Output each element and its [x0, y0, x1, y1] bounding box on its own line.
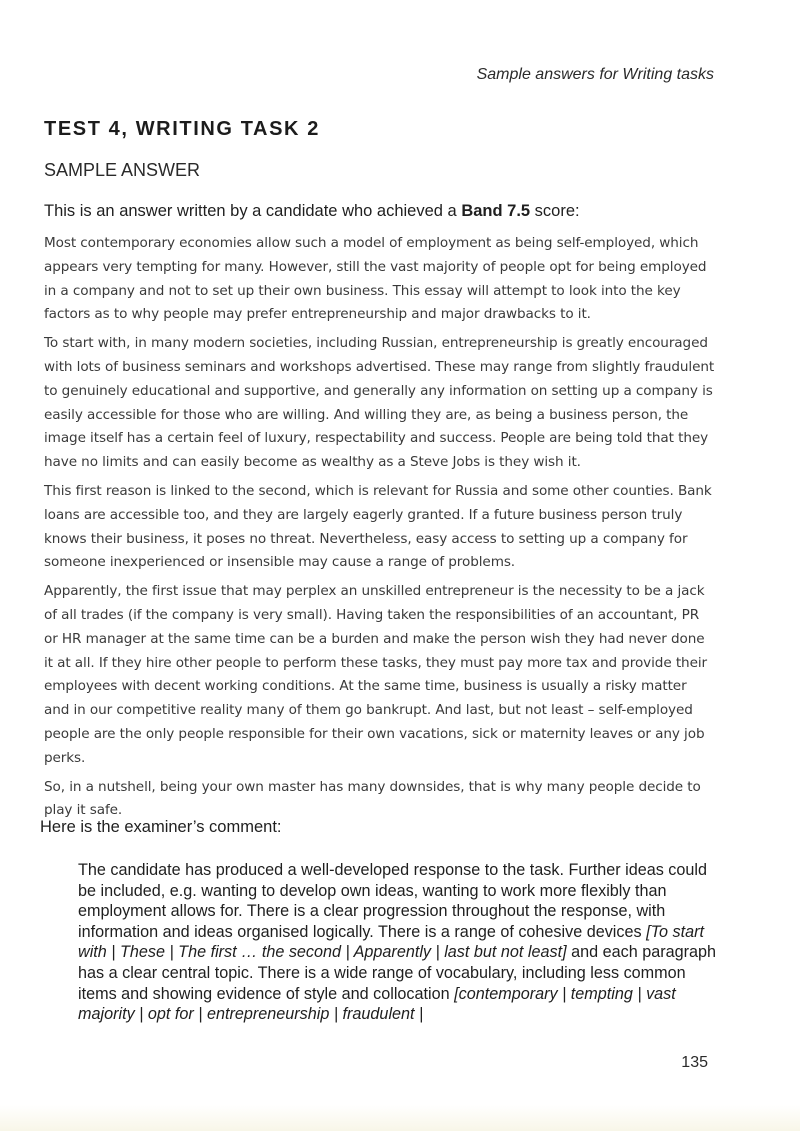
intro-text-after: score:	[530, 202, 580, 220]
running-header: Sample answers for Writing tasks	[476, 66, 714, 83]
handwritten-answer	[44, 232, 716, 828]
examiner-heading: Here is the examiner’s comment:	[40, 818, 282, 836]
answer-paragraph-4: Apparently, the first issue that may perplex an unskilled entrepreneur is the necessity to be a jack of all trades (if the company is very small). Having taken the responsibilities of an accountant, PR or HR manager at the same time can be a burden and make the person wish they had never done it at all. If they hire other people to perform these tasks, they must pay more tax and provide their employees with decent working conditions. At the same time, business is usually a risky matter and in our competitive reality many of them go bankrupt. And last, but not least – self-employed people are the only people responsible for their own vacations, sick or maternity leaves or any job perks.	[44, 583, 707, 766]
cohesive-devices-list: [To start with | These | The first … the second | Apparently | last but not least]	[78, 922, 704, 962]
page-number: 135	[681, 1054, 708, 1071]
test-title: TEST 4, WRITING TASK 2	[44, 118, 320, 140]
vocabulary-list: [contemporary | tempting | vast majority | opt for | entrepreneurship | fraudulent |	[78, 984, 676, 1024]
answer-paragraph-2: To start with, in many modern societies, including Russian, entrepreneurship is greatly encouraged with lots of business seminars and workshops advertised. These may range from slightly fraudulent to genuinely educational and supportive, and generally any information on setting up a company is easily accessible for those who are willing. And willing they are, as being a business person, the image itself has a certain feel of luxury, respectability and success. People are being told that they have no limits and can easily become as wealthy as a Steve Jobs is they wish it.	[44, 335, 715, 471]
intro-text-before: This is an answer written by a candidate who achieved a	[44, 202, 462, 220]
band-score: Band 7.5	[461, 202, 531, 220]
answer-paragraph-3: This first reason is linked to the second, which is relevant for Russia and some other counties. Bank loans are accessible too, and they are largely eagerly granted. If a future business person truly knows their business, it poses no threat. Nevertheless, easy access to setting up a company for someone inexperienced or insensible may cause a range of problems.	[44, 482, 712, 571]
comment-text-2: and each paragraph has a clear central topic. There is a wide range of vocabulary, including less common items and showing evidence of style and collocation	[78, 943, 716, 1003]
section-heading: SAMPLE ANSWER	[44, 160, 201, 180]
page-bottom-edge	[0, 1105, 800, 1131]
intro-sentence	[44, 202, 580, 221]
answer-paragraph-1: Most contemporary economies allow such a model of employment as being self-employed, which appears very tempting for many. However, still the vast majority of people opt for being employed in a company and not to set up their own business. This essay will attempt to look into the key factors as to why people may prefer entrepreneurship and major drawbacks to it.	[44, 235, 707, 323]
examiner-comment	[78, 860, 718, 1025]
answer-paragraph-5: So, in a nutshell, being your own master has many downsides, that is why many people decide to play it safe.	[44, 778, 701, 819]
comment-text-1: The candidate has produced a well-developed response to the task. Further ideas could be included, e.g. wanting to develop own ideas, wanting to work more flexibly than employment allows for. There is a clear progression throughout the response, with information and ideas organised logically. There is a range of cohesive devices	[78, 861, 708, 941]
